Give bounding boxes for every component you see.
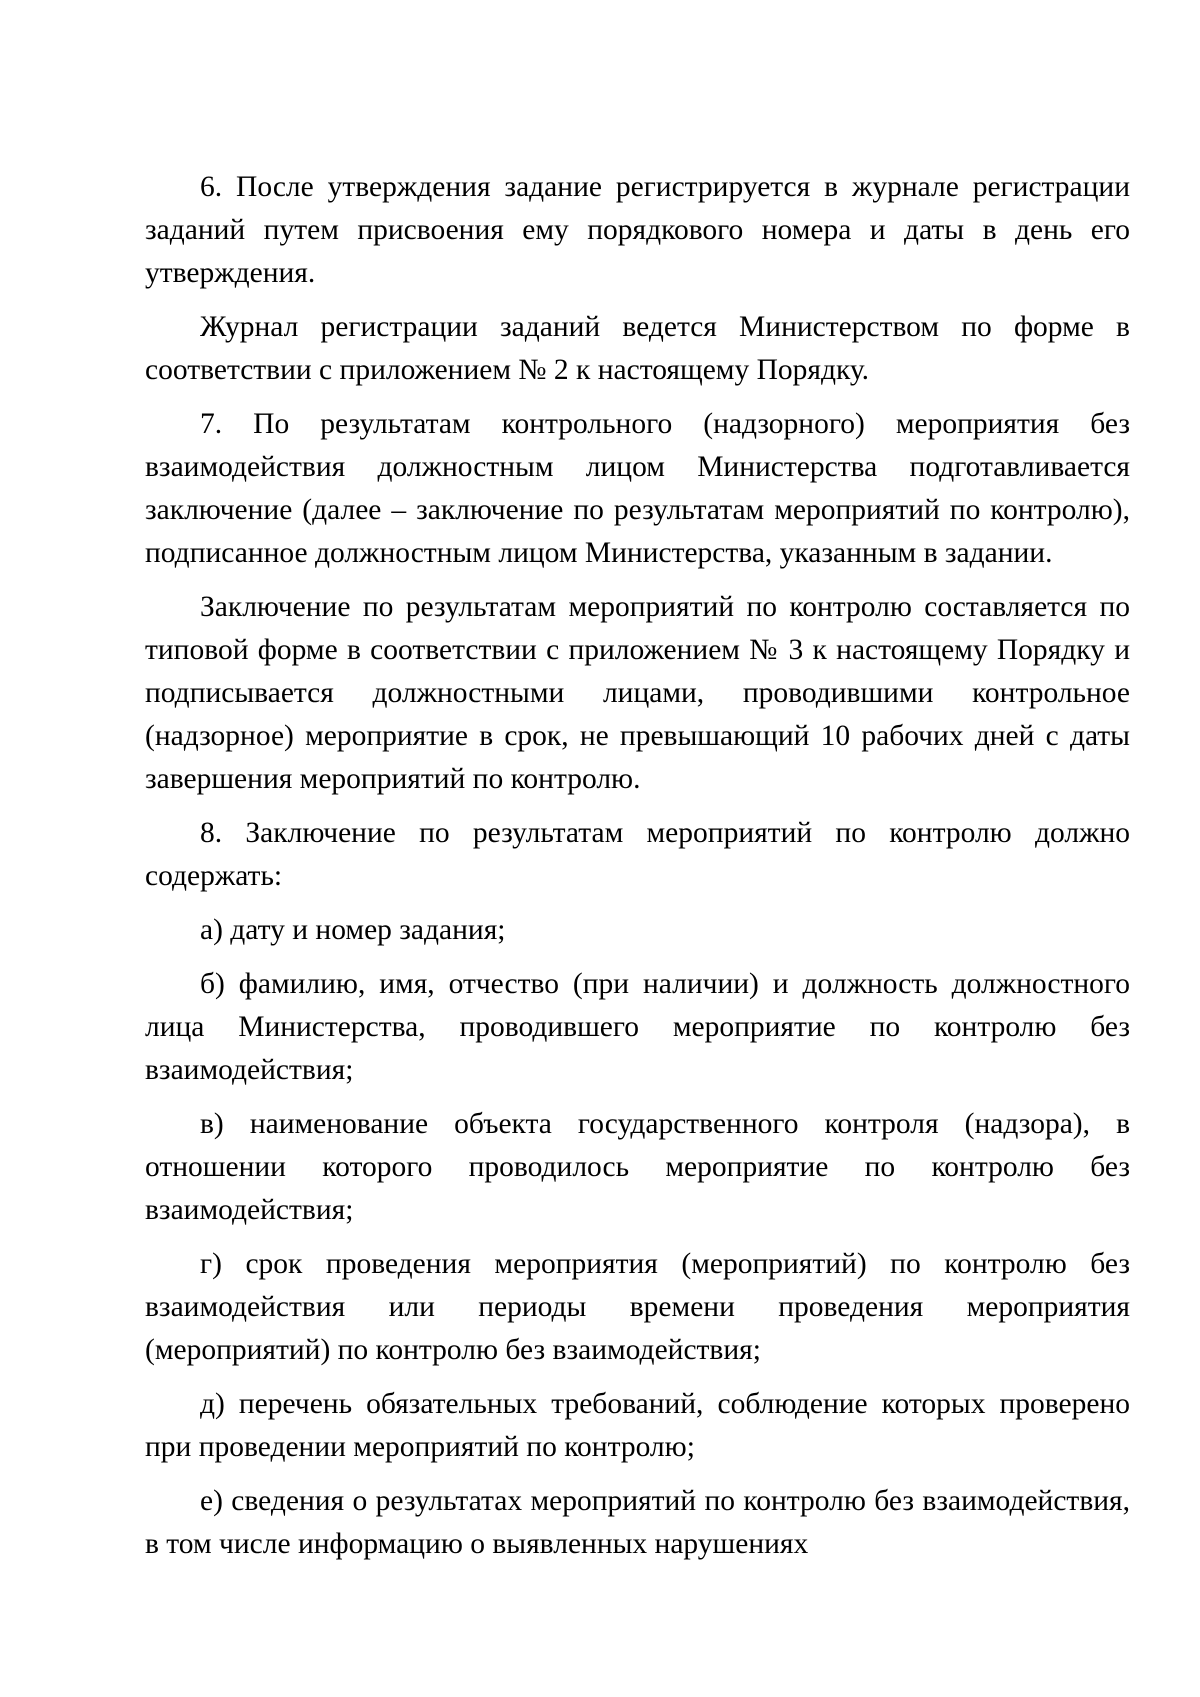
paragraph-conclusion-form: Заключение по результатам мероприятий по контролю составляется по типовой форме в соответствии с приложением № 3 к настоящему Порядку и подписывается должностными лицами, проводившими контрольное (надзорное) мероприятие в срок, не превышающий 10 рабочих дней с даты завершения мероприятий по контролю.: [145, 591, 1130, 795]
paragraph-8-contents: 8. Заключение по результатам мероприятий по контролю должно содержать:: [145, 817, 1130, 892]
document-body: [145, 166, 1130, 1577]
list-item-e: е) сведения о результатах мероприятий по контролю без взаимодействия, в том числе информацию о выявленных нарушениях: [145, 1485, 1130, 1560]
list-item-a: а) дату и номер задания;: [200, 914, 506, 946]
list-item-d: д) перечень обязательных требований, соблюдение которых проверено при проведении мероприятий по контролю;: [145, 1388, 1130, 1463]
paragraph-7-conclusion: 7. По результатам контрольного (надзорного) мероприятия без взаимодействия должностным лицом Министерства подготавливается заключение (далее – заключение по результатам мероприятий по контролю), подписанное должностным лицом Министерства, указанным в задании.: [145, 408, 1130, 569]
list-item-g: г) срок проведения мероприятия (мероприятий) по контролю без взаимодействия или периоды времени проведения мероприятия (мероприятий) по контролю без взаимодействия;: [145, 1248, 1130, 1366]
list-item-b: б) фамилию, имя, отчество (при наличии) и должность должностного лица Министерства, проводившего мероприятие по контролю без взаимодействия;: [145, 968, 1130, 1086]
paragraph-6-registration: 6. После утверждения задание регистрируется в журнале регистрации заданий путем присвоения ему порядкового номера и даты в день его утверждения.: [145, 171, 1130, 289]
list-item-v: в) наименование объекта государственного контроля (надзора), в отношении которого проводилось мероприятие по контролю без взаимодействия;: [145, 1108, 1130, 1226]
paragraph-journal: Журнал регистрации заданий ведется Министерством по форме в соответствии с приложением № 2 к настоящему Порядку.: [145, 311, 1130, 386]
